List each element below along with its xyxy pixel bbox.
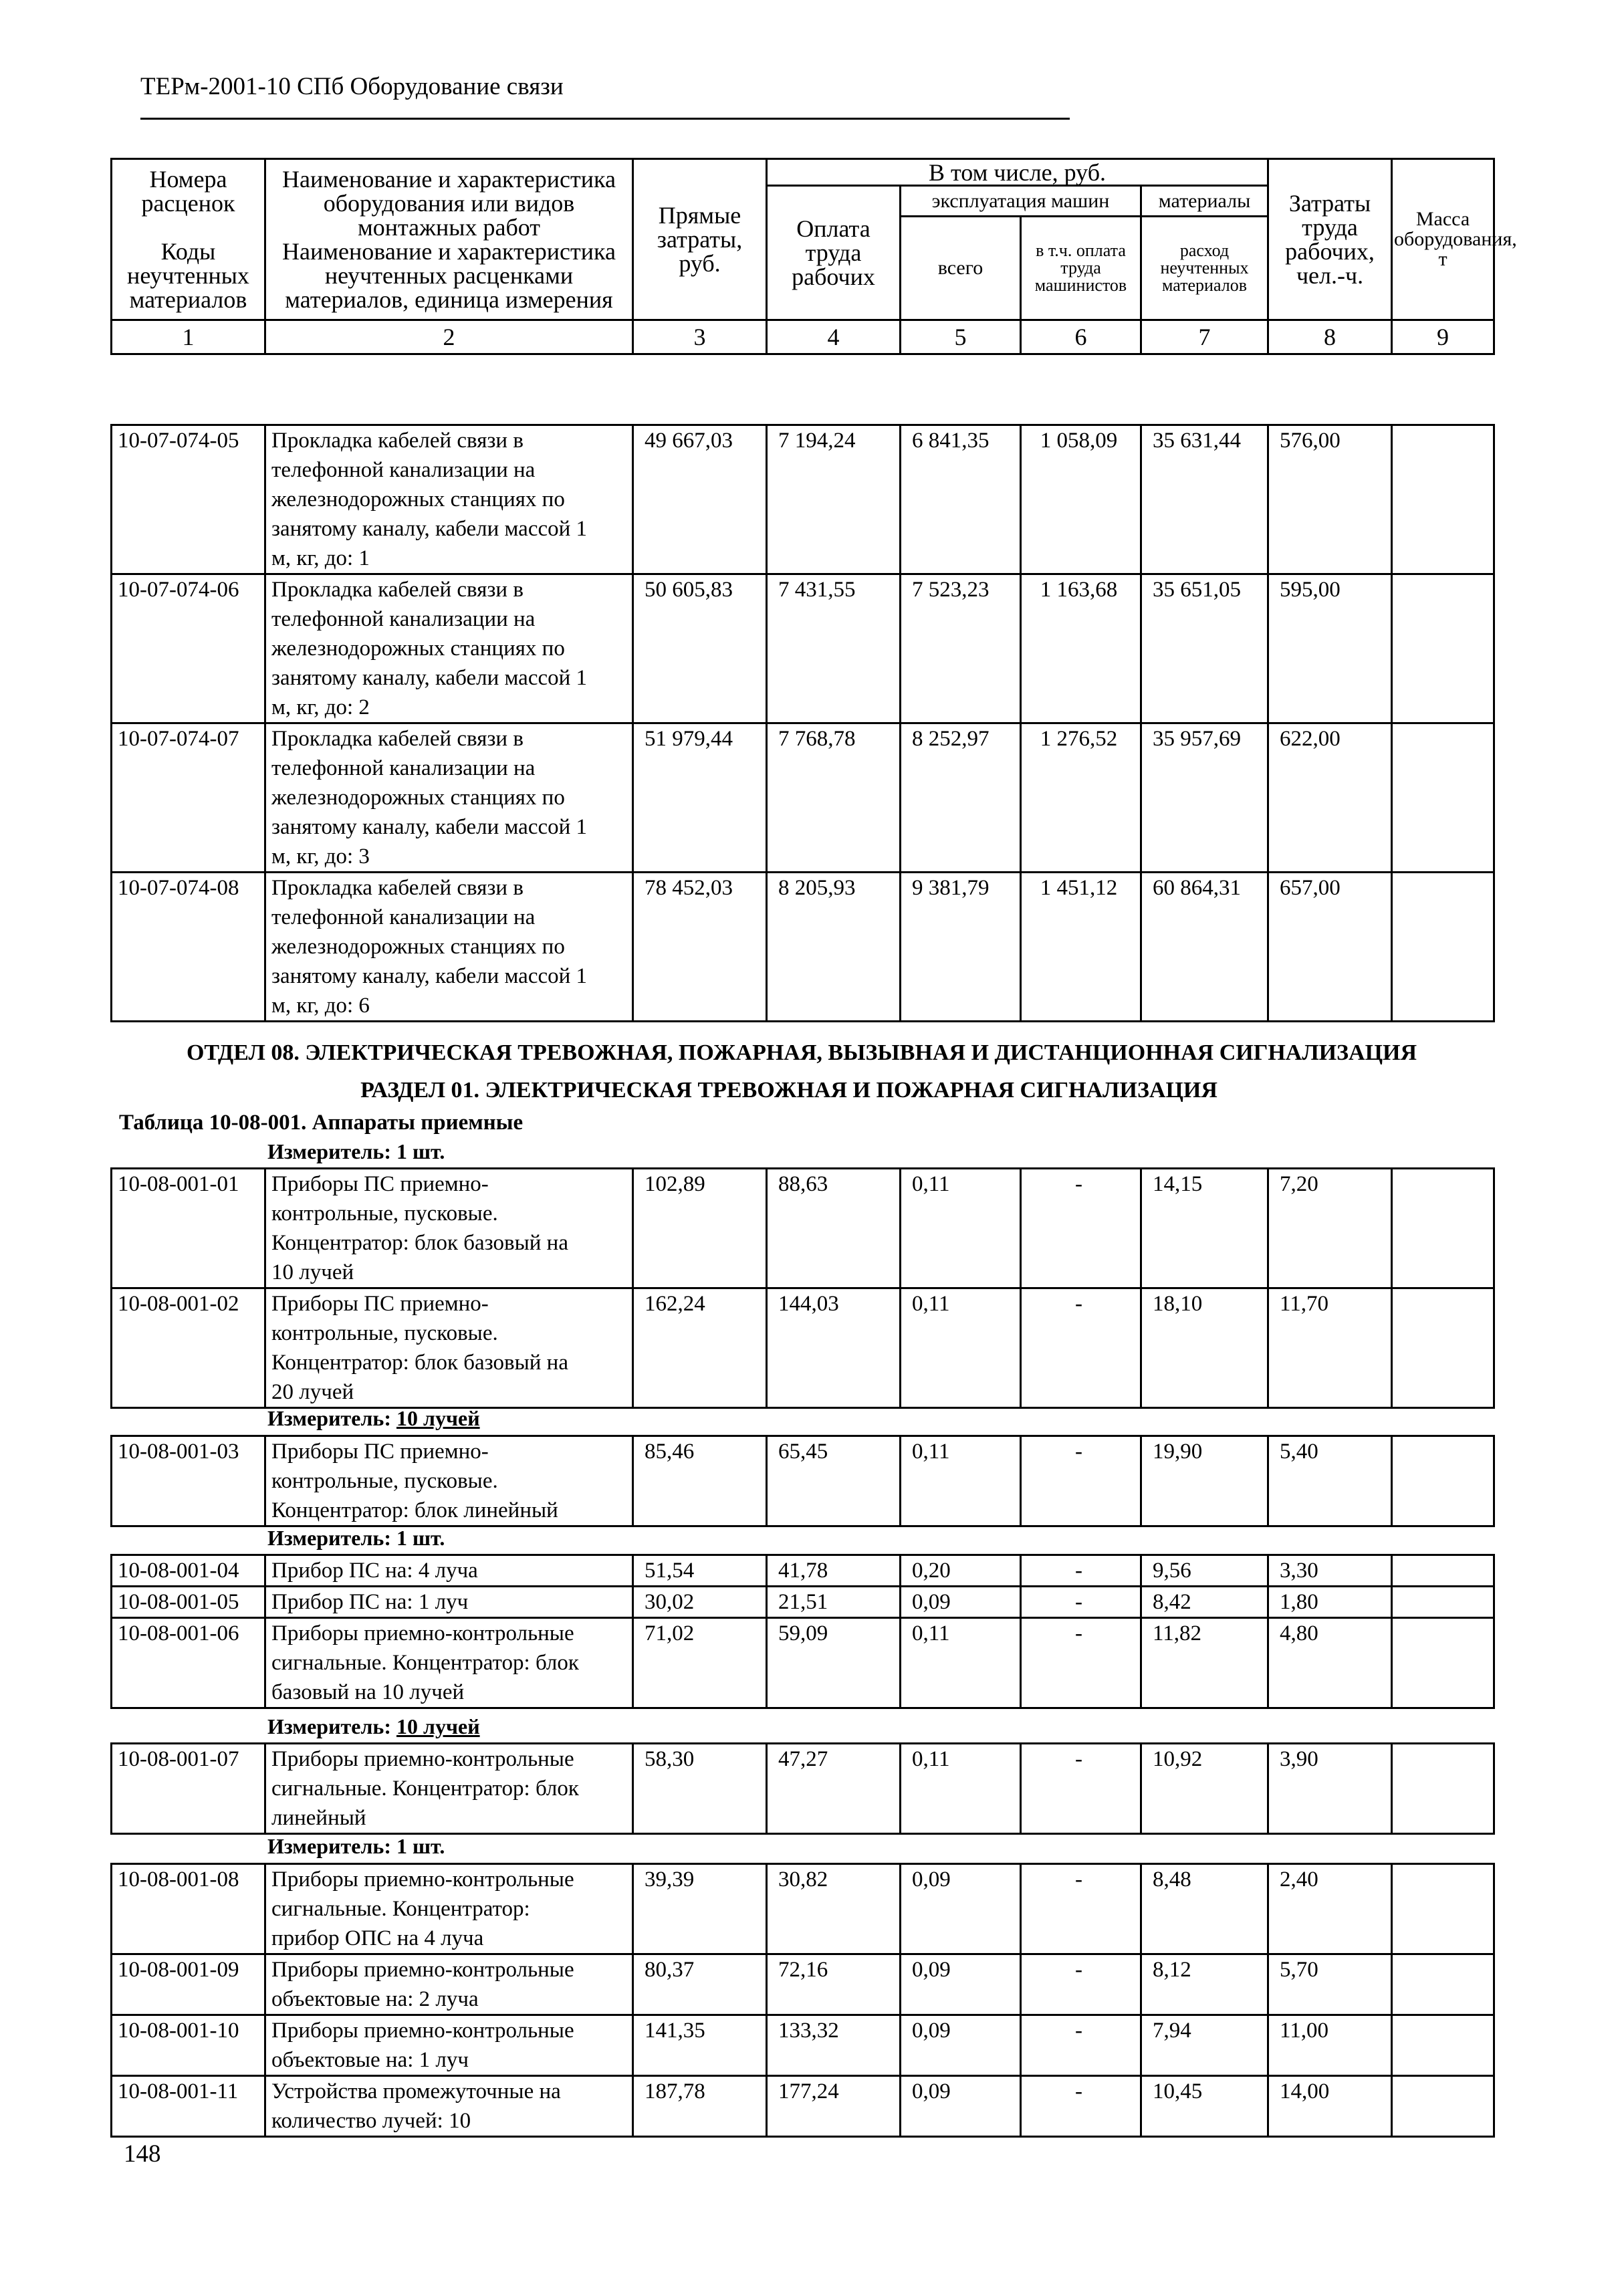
materials-value: 14,15 [1141,1169,1268,1288]
materials-value: 11,82 [1141,1618,1268,1708]
description-line: железнодорожных станциях по [271,935,565,959]
direct-costs-value: 50 605,83 [633,574,767,723]
materials-value: 8,48 [1141,1864,1268,1954]
header-rate-codes: Номера расценок Коды неучтенных материалов [112,159,265,320]
materials-value: 10,45 [1141,2076,1268,2137]
work-description [265,1436,633,1526]
equipment-mass-value [1392,2076,1494,2137]
machines-total-value: 0,11 [901,1744,1021,1834]
description-line: Концентратор: блок базовый на [271,1351,568,1375]
machinist-pay-value: - [1021,1436,1141,1526]
description-line: 10 лучей [271,1260,354,1284]
direct-costs-value: 141,35 [633,2015,767,2076]
direct-costs-value: 30,02 [633,1587,767,1618]
machinist-pay-value: 1 163,68 [1021,574,1141,723]
rate-code: 10-07-074-06 [112,574,265,723]
materials-value: 8,12 [1141,1954,1268,2015]
rate-code: 10-08-001-06 [112,1618,265,1708]
rates-table-block [110,1554,1495,1709]
materials-value: 35 651,05 [1141,574,1268,723]
machinist-pay-value: 1 451,12 [1021,873,1141,1022]
worker-pay-value: 177,24 [767,2076,901,2137]
description-line: Прокладка кабелей связи в [271,578,524,602]
labor-hours-value: 595,00 [1268,574,1392,723]
machines-total-value: 6 841,35 [901,425,1021,574]
header-machines-total: всего [901,217,1021,320]
column-header-table [110,158,1517,355]
table-row [112,873,1494,1022]
worker-pay-value: 30,82 [767,1864,901,1954]
column-number: 2 [265,320,633,354]
column-number: 7 [1141,320,1268,354]
equipment-mass-value [1392,425,1494,574]
machinist-pay-value: - [1021,2076,1141,2137]
table-row [112,425,1494,574]
worker-pay-value: 88,63 [767,1169,901,1288]
description-line: Прокладка кабелей связи в [271,876,524,900]
description-line: Приборы ПС приемно- [271,1440,489,1464]
equipment-mass-value [1392,574,1494,723]
header-materials: материалы [1141,186,1268,217]
machines-total-value: 8 252,97 [901,723,1021,873]
table-title: Таблица 10-08-001. Аппараты приемные [119,1111,524,1135]
worker-pay-value: 47,27 [767,1744,901,1834]
machinist-pay-value: - [1021,1618,1141,1708]
rates-table-block [110,1742,1495,1835]
worker-pay-value: 21,51 [767,1587,901,1618]
title-underline [140,118,1070,120]
column-number: 9 [1392,320,1494,354]
work-description [265,723,633,873]
rate-code: 10-07-074-07 [112,723,265,873]
rate-code: 10-08-001-04 [112,1555,265,1587]
labor-hours-value: 11,00 [1268,2015,1392,2076]
description-line: занятому каналу, кабели массой 1 [271,666,588,690]
description-line: м, кг, до: 2 [271,695,370,719]
labor-hours-value: 14,00 [1268,2076,1392,2137]
table-row [112,2015,1494,2076]
table-row [112,2076,1494,2137]
description-line: железнодорожных станциях по [271,786,565,810]
description-line: контрольные, пусковые. [271,1202,498,1226]
description-line: количество лучей: 10 [271,2109,471,2133]
rate-code: 10-08-001-02 [112,1288,265,1408]
page-number: 148 [124,2140,161,2168]
meter-label: Измеритель: 1 шт. [267,1834,445,1858]
equipment-mass-value [1392,723,1494,873]
direct-costs-value: 49 667,03 [633,425,767,574]
worker-pay-value: 133,32 [767,2015,901,2076]
equipment-mass-value [1392,873,1494,1022]
direct-costs-value: 102,89 [633,1169,767,1288]
description-line: Приборы приемно-контрольные [271,1958,574,1982]
table-row [112,1587,1494,1618]
equipment-mass-value [1392,1436,1494,1526]
meter-label: Измеритель: 1 шт. [267,1139,445,1163]
equipment-mass-value [1392,1618,1494,1708]
machines-total-value: 0,20 [901,1555,1021,1587]
description-line: сигнальные. Концентратор: блок [271,1651,579,1675]
description-line: м, кг, до: 3 [271,844,370,869]
column-number: 3 [633,320,767,354]
machinist-pay-value: - [1021,1954,1141,2015]
description-line: железнодорожных станциях по [271,487,565,511]
worker-pay-value: 65,45 [767,1436,901,1526]
worker-pay-value: 8 205,93 [767,873,901,1022]
worker-pay-value: 7 431,55 [767,574,901,723]
table-row [112,1288,1494,1408]
table-row [112,1618,1494,1708]
rates-table-block [110,1863,1495,2138]
materials-value: 35 957,69 [1141,723,1268,873]
table-row [112,574,1494,723]
materials-value: 9,56 [1141,1555,1268,1587]
machines-total-value: 7 523,23 [901,574,1021,723]
materials-value: 19,90 [1141,1436,1268,1526]
labor-hours-value: 657,00 [1268,873,1392,1022]
description-line: Устройства промежуточные на [271,2079,561,2103]
machinist-pay-value: - [1021,1744,1141,1834]
header-equipment-mass: Масса оборудования, т [1392,159,1494,320]
materials-value: 7,94 [1141,2015,1268,2076]
labor-hours-value: 1,80 [1268,1587,1392,1618]
direct-costs-value: 78 452,03 [633,873,767,1022]
work-description [265,2015,633,2076]
description-line: занятому каналу, кабели массой 1 [271,964,588,988]
description-line: телефонной канализации на [271,458,536,482]
equipment-mass-value [1392,1555,1494,1587]
labor-hours-value: 4,80 [1268,1618,1392,1708]
direct-costs-value: 80,37 [633,1954,767,2015]
work-description [265,1618,633,1708]
work-description [265,1954,633,2015]
header-worker-pay: Оплата труда рабочих [767,186,901,320]
meter-label: Измеритель: 10 лучей [267,1406,480,1430]
description-line: телефонной канализации на [271,756,536,780]
equipment-mass-value [1392,1744,1494,1834]
direct-costs-value: 51,54 [633,1555,767,1587]
description-line: Прибор ПС на: 4 луча [271,1559,478,1583]
machinist-pay-value: - [1021,2015,1141,2076]
materials-value: 60 864,31 [1141,873,1268,1022]
rate-code: 10-08-001-11 [112,2076,265,2137]
equipment-mass-value [1392,1864,1494,1954]
description-line: Прокладка кабелей связи в [271,429,524,453]
column-number: 8 [1268,320,1392,354]
labor-hours-value: 7,20 [1268,1169,1392,1288]
table-row [112,1744,1494,1834]
materials-value: 18,10 [1141,1288,1268,1408]
column-number: 6 [1021,320,1141,354]
machines-total-value: 9 381,79 [901,873,1021,1022]
description-line: объектовые на: 1 луч [271,2048,469,2072]
labor-hours-value: 5,40 [1268,1436,1392,1526]
description-line: Приборы приемно-контрольные [271,1747,574,1771]
machines-total-value: 0,11 [901,1436,1021,1526]
work-description [265,574,633,723]
work-description [265,425,633,574]
work-description [265,1288,633,1408]
description-line: Концентратор: блок линейный [271,1498,558,1522]
machines-total-value: 0,09 [901,1587,1021,1618]
direct-costs-value: 51 979,44 [633,723,767,873]
machinist-pay-value: - [1021,1864,1141,1954]
rate-code: 10-08-001-10 [112,2015,265,2076]
equipment-mass-value [1392,1587,1494,1618]
work-description [265,1744,633,1834]
description-line: занятому каналу, кабели массой 1 [271,517,588,541]
machines-total-value: 0,11 [901,1169,1021,1288]
rate-code: 10-08-001-09 [112,1954,265,2015]
machinist-pay-value: - [1021,1555,1141,1587]
description-line: контрольные, пусковые. [271,1321,498,1345]
header-including: В том числе, руб. [767,159,1268,186]
labor-hours-value: 2,40 [1268,1864,1392,1954]
equipment-mass-value [1392,1954,1494,2015]
worker-pay-value: 41,78 [767,1555,901,1587]
labor-hours-value: 3,90 [1268,1744,1392,1834]
description-line: Приборы приемно-контрольные [271,1867,574,1892]
table-row [112,1864,1494,1954]
materials-value: 8,42 [1141,1587,1268,1618]
section-title: ОТДЕЛ 08. ЭЛЕКТРИЧЕСКАЯ ТРЕВОЖНАЯ, ПОЖАРНАЯ, ВЫЗЫВНАЯ И ДИСТАНЦИОННАЯ СИГНАЛИЗАЦИЯ [186,1040,1417,1065]
description-line: Прибор ПС на: 1 луч [271,1590,469,1614]
description-line: телефонной канализации на [271,607,536,631]
description-line: объектовые на: 2 луча [271,1987,479,2011]
rates-table-block [110,1435,1495,1527]
description-line: базовый на 10 лучей [271,1680,465,1704]
description-line: м, кг, до: 1 [271,546,370,570]
equipment-mass-value [1392,1169,1494,1288]
work-description [265,2076,633,2137]
description-line: сигнальные. Концентратор: [271,1897,530,1921]
materials-value: 35 631,44 [1141,425,1268,574]
meter-label: Измеритель: 1 шт. [267,1526,445,1550]
materials-value: 10,92 [1141,1744,1268,1834]
labor-hours-value: 3,30 [1268,1555,1392,1587]
direct-costs-value: 187,78 [633,2076,767,2137]
description-line: Приборы ПС приемно- [271,1172,489,1196]
document-title: ТЕРм-2001-10 СПб Оборудование связи [140,73,564,100]
rates-table-block [110,424,1495,1022]
description-line: линейный [271,1806,366,1830]
description-line: сигнальные. Концентратор: блок [271,1777,579,1801]
description-line: железнодорожных станциях по [271,637,565,661]
work-description [265,1587,633,1618]
worker-pay-value: 7 194,24 [767,425,901,574]
machinist-pay-value: - [1021,1169,1141,1288]
rate-code: 10-08-001-01 [112,1169,265,1288]
worker-pay-value: 7 768,78 [767,723,901,873]
rate-code: 10-07-074-08 [112,873,265,1022]
equipment-mass-value [1392,1288,1494,1408]
direct-costs-value: 71,02 [633,1618,767,1708]
machinist-pay-value: 1 276,52 [1021,723,1141,873]
labor-hours-value: 622,00 [1268,723,1392,873]
direct-costs-value: 58,30 [633,1744,767,1834]
description-line: Прокладка кабелей связи в [271,727,524,751]
header-name: Наименование и характеристика оборудования или видов монтажных работ Наименование и характеристика неучтенных расценками материалов, единица измерения [265,159,633,320]
description-line: 20 лучей [271,1380,354,1404]
equipment-mass-value [1392,2015,1494,2076]
header-labor-hours: Затраты труда рабочих, чел.-ч. [1268,159,1392,320]
header-unaccounted-materials: расход неучтенных материалов [1141,217,1268,320]
labor-hours-value: 11,70 [1268,1288,1392,1408]
column-number: 1 [112,320,265,354]
rate-code: 10-08-001-07 [112,1744,265,1834]
machinist-pay-value: 1 058,09 [1021,425,1141,574]
machinist-pay-value: - [1021,1288,1141,1408]
labor-hours-value: 576,00 [1268,425,1392,574]
rate-code: 10-08-001-03 [112,1436,265,1526]
description-line: контрольные, пусковые. [271,1469,498,1493]
worker-pay-value: 59,09 [767,1618,901,1708]
meter-label: Измеритель: 10 лучей [267,1714,480,1738]
rate-code: 10-07-074-05 [112,425,265,574]
description-line: Приборы приемно-контрольные [271,2019,574,2043]
column-number: 5 [901,320,1021,354]
work-description [265,1555,633,1587]
rate-code: 10-08-001-05 [112,1587,265,1618]
header-machinist-pay: в т.ч. оплата труда машинистов [1021,217,1141,320]
description-line: Приборы ПС приемно- [271,1292,489,1316]
description-line: Приборы приемно-контрольные [271,1621,574,1645]
work-description [265,1864,633,1954]
table-row [112,1555,1494,1587]
header-machines: эксплуатация машин [901,186,1141,217]
column-number: 4 [767,320,901,354]
header-direct-costs: Прямые затраты, руб. [633,159,767,320]
machines-total-value: 0,11 [901,1288,1021,1408]
table-row [112,1954,1494,2015]
machines-total-value: 0,09 [901,2015,1021,2076]
machines-total-value: 0,09 [901,1864,1021,1954]
machines-total-value: 0,11 [901,1618,1021,1708]
work-description [265,873,633,1022]
table-row [112,723,1494,873]
machines-total-value: 0,09 [901,2076,1021,2137]
description-line: телефонной канализации на [271,905,536,929]
direct-costs-value: 85,46 [633,1436,767,1526]
machines-total-value: 0,09 [901,1954,1021,2015]
worker-pay-value: 72,16 [767,1954,901,2015]
description-line: м, кг, до: 6 [271,994,370,1018]
rate-code: 10-08-001-08 [112,1864,265,1954]
rates-table-block [110,1167,1495,1409]
description-line: занятому каналу, кабели массой 1 [271,815,588,839]
worker-pay-value: 144,03 [767,1288,901,1408]
direct-costs-value: 39,39 [633,1864,767,1954]
table-row [112,1436,1494,1526]
direct-costs-value: 162,24 [633,1288,767,1408]
labor-hours-value: 5,70 [1268,1954,1392,2015]
description-line: Концентратор: блок базовый на [271,1231,568,1255]
description-line: прибор ОПС на 4 луча [271,1926,484,1950]
work-description [265,1169,633,1288]
table-row [112,1169,1494,1288]
subsection-title: РАЗДЕЛ 01. ЭЛЕКТРИЧЕСКАЯ ТРЕВОЖНАЯ И ПОЖАРНАЯ СИГНАЛИЗАЦИЯ [360,1078,1217,1103]
machinist-pay-value: - [1021,1587,1141,1618]
